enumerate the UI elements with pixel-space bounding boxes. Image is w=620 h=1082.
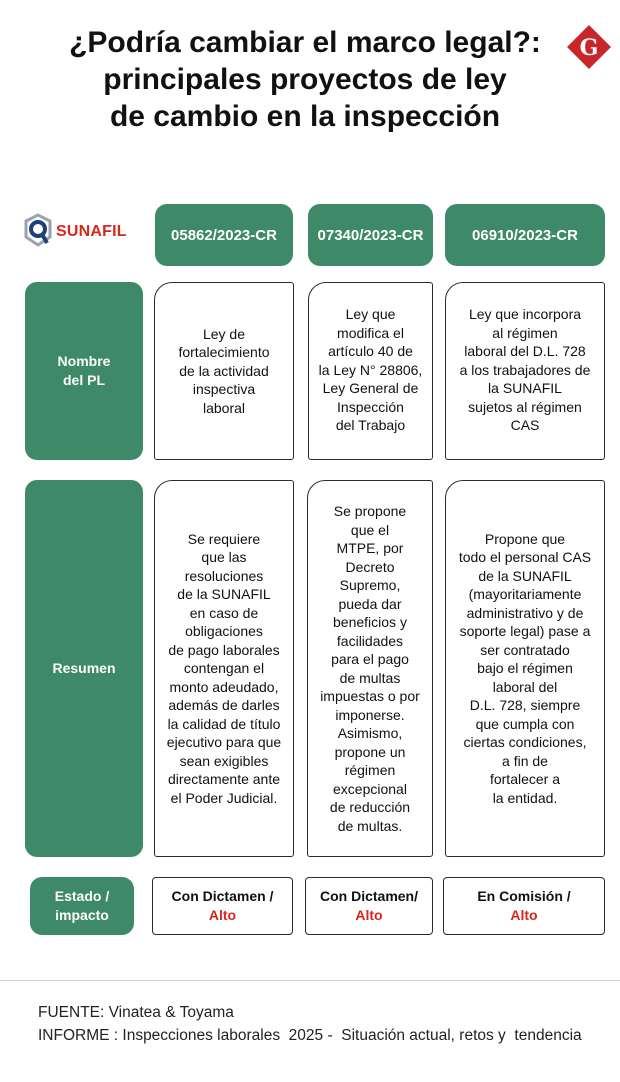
resumen-card-1 [154,480,294,857]
nombre-text-1: Ley de fortalecimiento de la actividad inspectiva laboral [178,325,270,416]
footer-source: FUENTE: Vinatea & Toyama [38,1004,234,1021]
row-label-resumen-text: Resumen [52,660,116,676]
row-label-nombre-line-1: Nombre [57,353,111,369]
nombre-card-3 [445,282,605,460]
row-label-estado [30,877,134,935]
impacto-text-1: Alto [208,907,237,923]
row-label-estado-line-2: impacto [55,907,109,923]
sunafil-logo-text: SUNAFIL [56,223,127,240]
title-line-1: ¿Podría cambiar el marco legal?: [69,26,541,59]
brand-logo-icon [566,24,612,70]
column-header-3: 06910/2023-CR [445,204,605,266]
nombre-text-3: Ley que incorpora al régimen laboral del D.L. 728 a los trabajadores de la SUNAFIL sujetos al régimen CAS [459,306,591,433]
column-header-2: 07340/2023-CR [308,204,433,266]
row-label-estado-line-1: Estado / [54,888,110,904]
estado-card-2 [305,877,433,935]
column-header-1: 05862/2023-CR [155,204,293,266]
estado-text-1: Con Dictamen / [171,888,274,904]
resumen-text-2: Se propone que el MTPE, por Decreto Supremo, pueda dar beneficios y facilidades para el pago de multas impuestas o por imponerse. Asimismo, propone un régimen excepcional de reducción de multas. [320,503,420,834]
row-label-nombre-line-2: del PL [62,372,105,388]
row-label-nombre [25,282,143,460]
brand-logo-letter: G [579,35,599,61]
estado-text-3: En Comisión / [477,888,571,904]
estado-text-2: Con Dictamen/ [319,888,418,904]
sunafil-logo-icon [22,213,54,253]
resumen-card-3 [445,480,605,857]
impacto-text-2: Alto [355,907,383,923]
estado-card-1 [152,877,293,935]
row-label-resumen [25,480,143,857]
sunafil-logo [22,213,140,253]
page-title [20,24,590,135]
footer-divider [0,980,620,981]
impacto-text-3: Alto [510,907,538,923]
title-line-3: de cambio en la inspección [109,100,501,133]
footer-report: INFORME : Inspecciones laborales 2025 - Situación actual, retos y tendencia [38,1027,582,1044]
resumen-card-2 [307,480,433,857]
title-line-2: principales proyectos de ley [103,63,507,96]
resumen-text-1: Se requiere que las resoluciones de la SUNAFIL en caso de obligaciones de pago laborales contengan el monto adeudado, además de darles la calidad de título ejecutivo para que sean exigibles directamente ante el Poder Judicial. [166,530,282,806]
resumen-text-3: Propone que todo el personal CAS de la SUNAFIL (mayoritariamente administrativo y de soporte legal) pase a ser contratado bajo el régimen laboral del D.L. 728, siempre que cumpla con ciertas condiciones, a fin de fortalecer a la entidad. [458,530,592,806]
estado-card-3 [443,877,605,935]
nombre-card-1 [154,282,294,460]
nombre-text-2: Ley que modifica el artículo 40 de la Ley N° 28806, Ley General de Inspección del Trabajo [318,306,423,433]
nombre-card-2 [308,282,433,460]
